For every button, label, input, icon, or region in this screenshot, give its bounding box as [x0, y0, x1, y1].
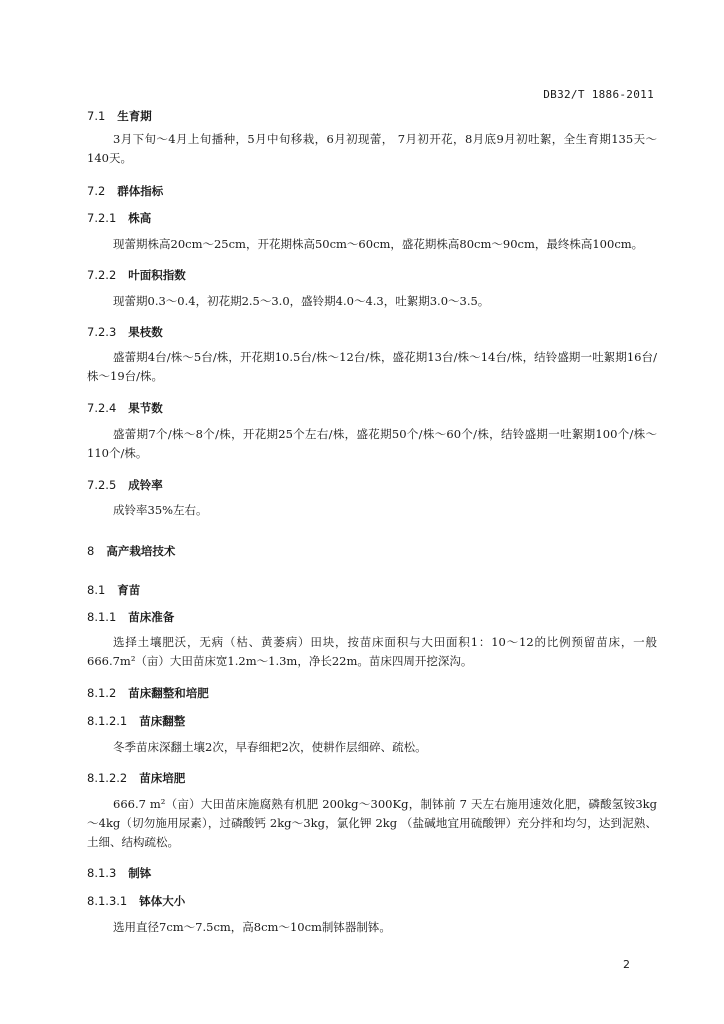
paragraph: 现蕾期株高20cm～25cm，开花期株高50cm～60cm，盛花期株高80cm～90cm，最终株高100cm。: [113, 237, 644, 251]
document-code: DB32/T 1886-2011: [543, 88, 654, 101]
paragraph: 冬季苗床深翻土壤2次，早春细耙2次，使耕作层细碎、疏松。: [113, 740, 427, 754]
heading-8-1-2: [87, 685, 209, 701]
heading-number: 8.1.2.2: [87, 771, 128, 785]
paragraph: 盛蕾期7个/株～8个/株，开花期25个左右/株，盛花期50个/株～60个/株，结铃盛期一吐絮期100个/株～110个/株。: [87, 427, 657, 460]
heading-number: 7.2.2: [87, 268, 117, 282]
paragraph: 666.7 m²（亩）大田苗床施腐熟有机肥 200kg～300Kg，制钵前 7 天左右施用速效化肥，磷酸氢铵3kg～4kg（切勿施用尿素），过磷酸钙 2kg～3kg，氯化钾 2kg （盐碱地宜用硫酸钾）充分拌和均匀，达到泥熟、土细、结构疏松。: [87, 797, 657, 849]
heading-title: 株高: [128, 211, 152, 225]
heading-title: 叶面积指数: [128, 268, 186, 282]
heading-8-1: [87, 582, 140, 598]
heading-title: 果节数: [128, 401, 163, 415]
page-number: 2: [623, 958, 630, 971]
paragraph: 3月下旬～4月上旬播种，5月中旬移栽，6月初现蕾， 7月初开花，8月底9月初吐絮，全生育期135天～140天。: [87, 132, 657, 165]
paragraph: 选择土壤肥沃，无病（枯、黄萎病）田块，按苗床面积与大田面积1：10～12的比例预留苗床，一般666.7m²（亩）大田苗床宽1.2m～1.3m，净长22m。苗床四周开挖深沟。: [87, 635, 657, 668]
heading-title: 高产栽培技术: [106, 544, 176, 558]
heading-7-2-5: [87, 477, 163, 493]
heading-title: 育苗: [117, 583, 141, 597]
heading-number: 7.2.4: [87, 401, 117, 415]
heading-number: 8: [87, 544, 95, 558]
heading-title: 成铃率: [128, 478, 163, 492]
heading-number: 8.1: [87, 583, 106, 597]
heading-title: 苗床翻整: [139, 714, 186, 728]
paragraph: 选用直径7cm～7.5cm，高8cm～10cm制钵器制钵。: [113, 920, 391, 934]
heading-number: 8.1.3.1: [87, 894, 128, 908]
heading-title: 苗床准备: [128, 610, 175, 624]
heading-title: 果枝数: [128, 325, 163, 339]
heading-number: 7.2.1: [87, 211, 117, 225]
heading-number: 8.1.3: [87, 866, 117, 880]
heading-7-2-1: [87, 210, 151, 226]
heading-8-1-3: [87, 865, 151, 881]
paragraph: 盛蕾期4台/株～5台/株，开花期10.5台/株～12台/株，盛花期13台/株～14台/株，结铃盛期一吐絮期16台/株～19台/株。: [87, 350, 657, 383]
heading-title: 钵体大小: [139, 894, 186, 908]
heading-7-2: [87, 183, 163, 199]
heading-7-2-3: [87, 324, 163, 340]
heading-number: 8.1.2.1: [87, 714, 128, 728]
heading-8-1-2-2: [87, 770, 185, 786]
heading-8-1-2-1: [87, 713, 185, 729]
heading-number: 7.1: [87, 109, 106, 123]
paragraph: 现蕾期0.3～0.4，初花期2.5～3.0，盛铃期4.0～4.3，吐絮期3.0～3.5。: [113, 294, 490, 308]
heading-title: 苗床培肥: [139, 771, 186, 785]
heading-number: 7.2: [87, 184, 106, 198]
heading-title: 制钵: [128, 866, 152, 880]
heading-8: [87, 543, 175, 559]
heading-7-2-4: [87, 400, 163, 416]
heading-number: 7.2.5: [87, 478, 117, 492]
heading-title: 苗床翻整和培肥: [128, 686, 209, 700]
heading-number: 7.2.3: [87, 325, 117, 339]
heading-number: 8.1.1: [87, 610, 117, 624]
heading-number: 8.1.2: [87, 686, 117, 700]
heading-7-1: [87, 108, 152, 124]
heading-7-2-2: [87, 267, 186, 283]
paragraph: 成铃率35%左右。: [113, 503, 208, 517]
heading-title: 生育期: [117, 109, 152, 123]
heading-8-1-1: [87, 609, 174, 625]
heading-title: 群体指标: [117, 184, 164, 198]
heading-8-1-3-1: [87, 893, 185, 909]
